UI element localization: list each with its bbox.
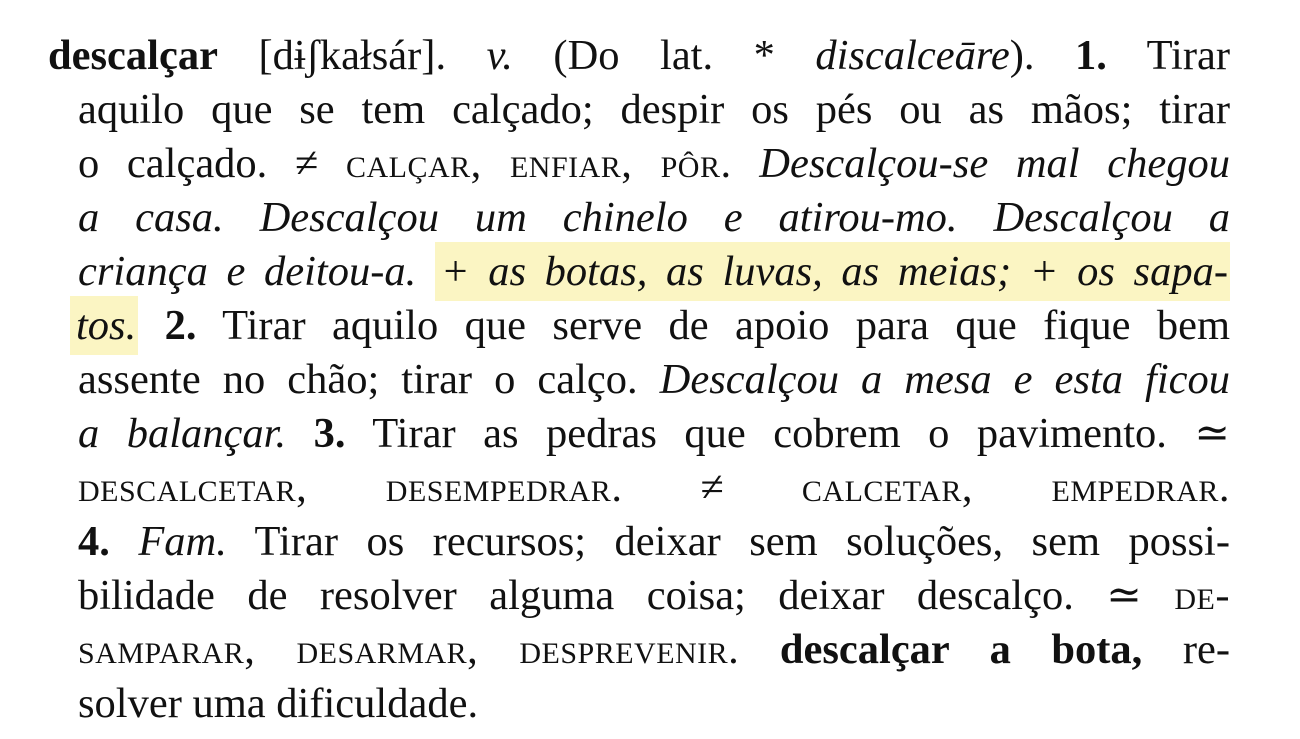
antonym-list: calcetar, empedrar. [801, 464, 1231, 511]
highlighted-collocation: tos. [70, 296, 138, 355]
sense-number: 1. [1074, 32, 1107, 79]
entry-line [78, 462, 1230, 514]
etymology-word: discalceāre [815, 32, 1010, 79]
sense-number: 4. [78, 518, 110, 565]
definition-text: Tirar as pedras que cobrem o pavimento. [372, 410, 1167, 457]
headword: descalçar [48, 32, 218, 79]
etymology-close: ). [1009, 32, 1035, 79]
antonym-sign: ≠ [294, 140, 319, 187]
etymology-open: (Do lat. [553, 32, 714, 79]
idiom-definition: re- [1182, 626, 1230, 673]
sense-number: 3. [313, 410, 346, 457]
pronunciation: [dɨʃkałsár]. [258, 32, 447, 79]
highlighted-collocation: + as botas, as luvas, as meias; + os sapa- [435, 242, 1230, 301]
example-text: criança e deitou-a. [78, 248, 417, 295]
entry-line [78, 408, 1230, 460]
example-text: a casa. Descalçou um chinelo e atirou-mo. Descalçou a [78, 194, 1230, 241]
entry-line [78, 192, 1230, 244]
entry-line [78, 138, 1230, 190]
antonym-sign: ≠ [700, 464, 724, 511]
synonym-sign: ≃ [1106, 572, 1142, 619]
entry-line [78, 624, 1230, 676]
example-text: Descalçou-se mal chegou [759, 140, 1231, 187]
synonym-list: de- [1174, 572, 1231, 619]
idiom: descalçar a bota, [779, 626, 1143, 673]
entry-line [78, 570, 1230, 622]
antonym-list: calçar, enfiar, pôr. [345, 140, 732, 187]
idiom-definition: solver uma dificuldade. [78, 680, 479, 727]
entry-line [48, 30, 1230, 82]
definition-text: bilidade de resolver alguma coisa; deixar descalço. [78, 572, 1074, 619]
example-text: Descalçou a mesa e esta ficou [659, 356, 1230, 403]
entry-line [78, 246, 1230, 298]
definition-text: o calçado. [78, 140, 268, 187]
entry-line [78, 84, 1230, 136]
definition-text: Tirar aquilo que serve de apoio para que fique bem [222, 302, 1231, 349]
definition-text: assente no chão; tirar o calço. [78, 356, 638, 403]
synonym-list: samparar, desarmar, desprevenir. [78, 626, 740, 673]
sense-number: 2. [164, 302, 197, 349]
synonym-list: descalcetar, desempedrar. [78, 464, 623, 511]
example-text: a balançar. [78, 410, 287, 457]
part-of-speech: v. [486, 32, 513, 79]
entry-line [78, 300, 1230, 352]
definition-text: Tirar os recursos; deixar sem soluções, sem possi- [254, 518, 1230, 565]
etymology-star: * [753, 32, 775, 79]
definition-text: Tirar [1146, 32, 1231, 79]
synonym-sign: ≃ [1194, 410, 1231, 457]
entry-line [78, 354, 1230, 406]
entry-line [78, 516, 1230, 568]
definition-text: aquilo que se tem calçado; despir os pés ou as mãos; tirar [78, 86, 1230, 133]
entry-line [78, 678, 1230, 730]
usage-label: Fam. [138, 518, 227, 565]
